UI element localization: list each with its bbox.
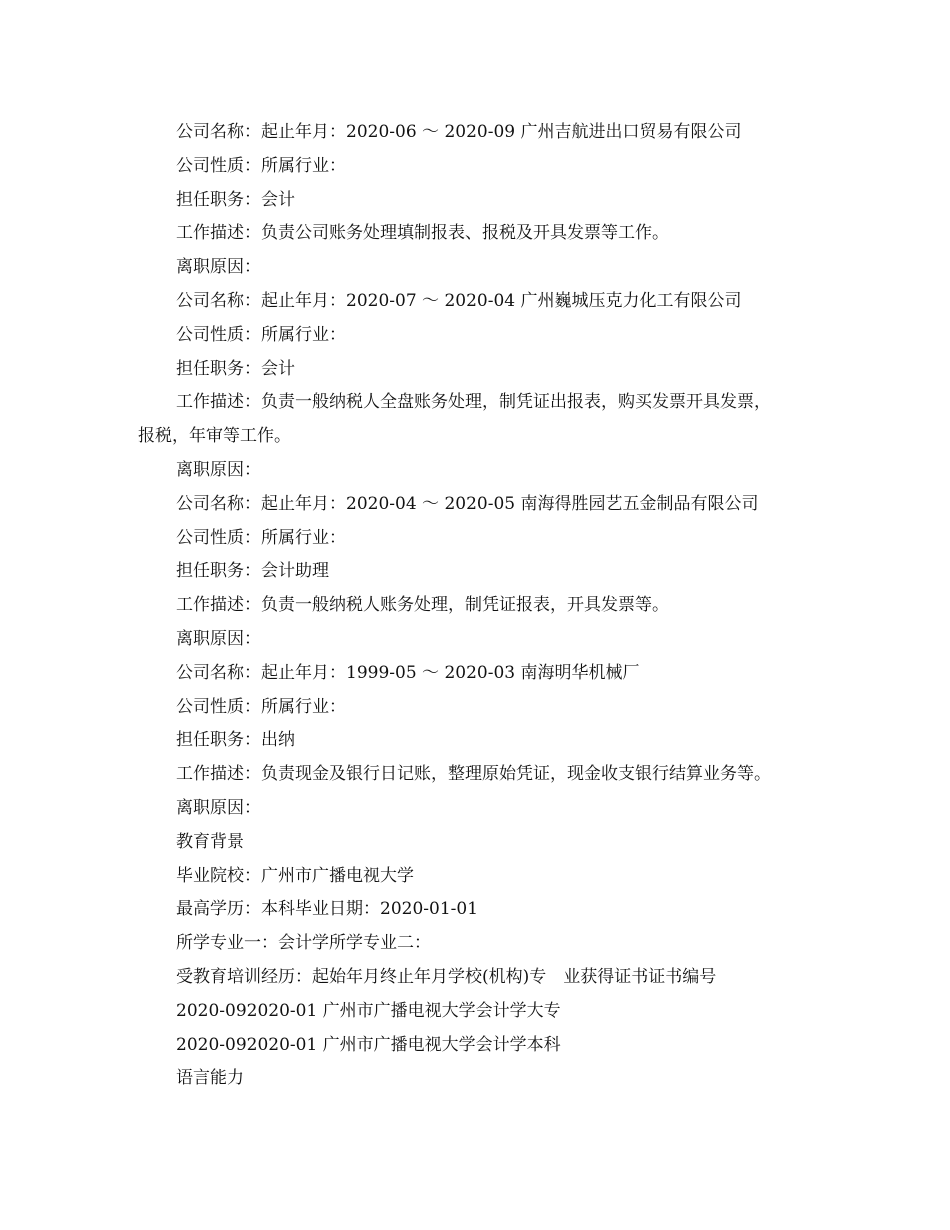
text-line: 离职原因： [176,628,261,649]
text-line: 毕业院校：广州市广播电视大学 [176,865,414,886]
text-line: 公司性质：所属行业： [176,155,346,176]
text-line: 工作描述：负责公司账务处理填制报表、报税及开具发票等工作。 [176,223,669,244]
text-line: 担任职务：会计 [176,358,295,379]
text-line: 公司性质：所属行业： [176,527,346,548]
text-line: 2020-092020-01 广州市广播电视大学会计学大专 [176,1000,561,1021]
text-line: 公司性质：所属行业： [176,324,346,345]
text-line: 2020-092020-01 广州市广播电视大学会计学本科 [176,1034,561,1055]
text-line: 受教育培训经历：起始年月终止年月学校(机构)专 业获得证书证书编号 [176,966,717,987]
text-line: 公司性质：所属行业： [176,696,346,717]
text-line: 工作描述：负责一般纳税人账务处理，制凭证报表，开具发票等。 [176,595,669,616]
text-line: 公司名称：起止年月：2020-04 ～ 2020-05 南海得胜园艺五金制品有限公司 [176,493,759,514]
document-body [138,116,838,1096]
text-line-continuation: 报税，年审等工作。 [138,426,291,447]
text-line: 工作描述：负责一般纳税人全盘账务处理，制凭证出报表，购买发票开具发票， [176,392,771,413]
text-line: 担任职务：会计 [176,189,295,210]
text-line: 所学专业一：会计学所学专业二： [176,933,431,954]
text-line: 公司名称：起止年月：2020-06 ～ 2020-09 广州吉航进出口贸易有限公司 [176,122,742,142]
text-line: 离职原因： [176,797,261,818]
text-line: 离职原因： [176,257,261,278]
text-line: 担任职务：出纳 [176,730,295,751]
text-line: 离职原因： [176,459,261,480]
text-line: 最高学历：本科毕业日期：2020-01-01 [176,899,479,920]
text-line: 公司名称：起止年月：2020-07 ～ 2020-04 广州巍城压克力化工有限公司 [176,290,742,311]
text-line: 担任职务：会计助理 [176,561,329,582]
text-line: 工作描述：负责现金及银行日记账，整理原始凭证，现金收支银行结算业务等。 [176,764,771,785]
section-heading: 教育背景 [176,831,244,852]
section-heading: 语言能力 [176,1068,244,1089]
text-line: 公司名称：起止年月：1999-05 ～ 2020-03 南海明华机械厂 [176,662,640,683]
